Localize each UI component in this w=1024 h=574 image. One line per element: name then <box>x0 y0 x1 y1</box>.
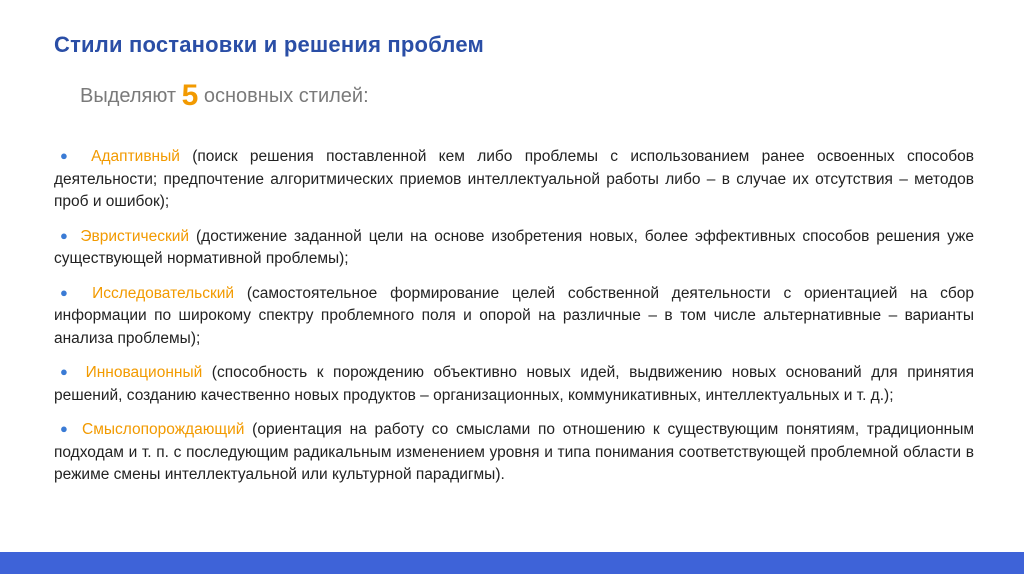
slide-title: Стили постановки и решения проблем <box>54 32 484 57</box>
subtitle-prefix: Выделяют <box>80 85 177 107</box>
footer-bar <box>0 552 1024 574</box>
bullet-dot-icon: ● <box>60 421 72 436</box>
list-item <box>54 225 974 271</box>
style-term: Адаптивный <box>91 148 180 165</box>
slide-subtitle <box>80 79 369 113</box>
style-term: Смыслопорождающий <box>82 421 245 438</box>
bullet-dot-icon: ● <box>60 284 77 300</box>
subtitle-number: 5 <box>181 79 199 112</box>
style-term: Инновационный <box>85 364 203 381</box>
bullet-dot-icon: ● <box>60 364 74 379</box>
list-item <box>54 418 974 487</box>
style-description: (поиск решения поставленной кем либо проблемы с использованием ранее освоенных способов деятельности; предпочтение алгоритмических приемов интеллектуальной работы либо – в случае их отсутствия – методов проб и ошибок); <box>54 148 974 210</box>
style-description: (ориентация на работу со смыслами по отношению к существующим понятиям, традиционным подходам и т. п. с последующим радикальным изменением уровня и типа понимания соответствующей проблемной области в режиме смены интеллектуальной или культурной парадигмы). <box>54 421 974 483</box>
style-term: Эвристический <box>80 227 190 245</box>
list-item <box>54 145 974 214</box>
list-item <box>54 282 974 351</box>
style-description: (достижение заданной цели на основе изобретения новых, более эффективных способов решения уже существующей нормативной проблемы); <box>54 227 975 267</box>
list-item <box>54 361 974 407</box>
style-term: Исследовательский <box>92 284 235 302</box>
style-description: (способность к порождению объективно новых идей, выдвижению новых оснований для принятия решений, созданию качественно новых продуктов – организационных, коммуникативных, интеллектуальных и т. д.); <box>54 364 974 404</box>
styles-list <box>54 145 974 487</box>
subtitle-suffix: основных стилей: <box>203 85 369 107</box>
bullet-dot-icon: ● <box>60 227 71 243</box>
bullet-dot-icon: ● <box>60 148 76 163</box>
style-description: (самостоятельное формирование целей собственной деятельности с ориентацией на сбор информации по широкому спектру проблемного поля и опорой на различные – в том числе альтернативные – варианты анализа проблемы); <box>54 284 974 347</box>
